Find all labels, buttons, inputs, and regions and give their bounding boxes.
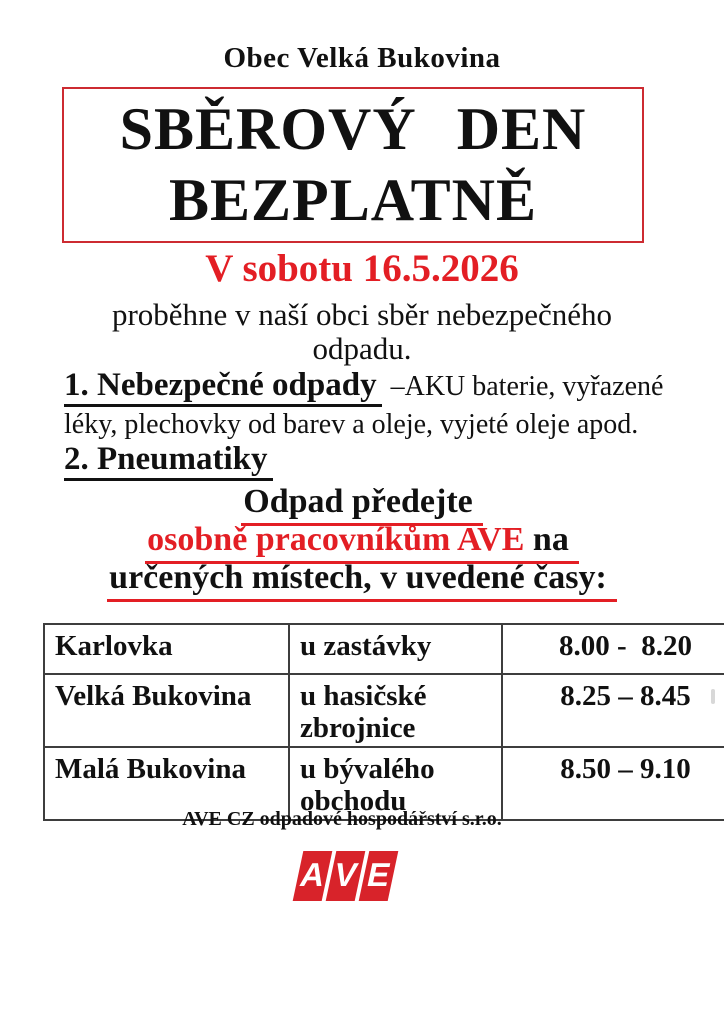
table-row bbox=[44, 674, 724, 747]
handover-line-2-red: osobně pracovníkům AVE bbox=[147, 521, 525, 558]
company-name: AVE CZ odpadové hospodářství s.r.o. bbox=[182, 808, 502, 830]
ave-logo-tile-v: V bbox=[326, 851, 366, 901]
intro-line-1: proběhne v naší obci sběr nebezpečného bbox=[111, 297, 613, 332]
waste-item-1-desc-cont: léky, plechovky od barev a oleje, vyjeté oleje apod. bbox=[64, 409, 639, 440]
schedule-table bbox=[43, 623, 724, 821]
title-box bbox=[62, 87, 644, 243]
title-line-2: BEZPLATNĚ bbox=[169, 167, 537, 233]
handover-line-2-black: na bbox=[524, 521, 569, 558]
waste-item-1 bbox=[64, 367, 663, 404]
title-line-1: SBĚROVÝ DEN bbox=[119, 96, 587, 162]
waste-item-1-desc: –AKU baterie, vyřazené bbox=[390, 371, 664, 402]
cell-location: u hasičské zbrojnice bbox=[289, 674, 502, 747]
cell-time: 8.00 - 8.20 bbox=[502, 624, 724, 674]
ave-logo-tile-a: A bbox=[293, 851, 333, 901]
waste-item-2-label: 2. Pneumatiky bbox=[64, 441, 273, 481]
ave-logo bbox=[298, 851, 408, 901]
handover-line-3 bbox=[0, 559, 724, 602]
waste-item-1-label: 1. Nebezpečné odpady bbox=[64, 367, 382, 407]
handover-line-2 bbox=[0, 521, 724, 564]
handover-line-1 bbox=[0, 483, 724, 526]
cell-place: Karlovka bbox=[44, 624, 289, 674]
cell-time: 8.50 – 9.10 bbox=[502, 747, 724, 820]
waste-item-1-continuation bbox=[64, 409, 638, 441]
intro-line-2: odpadu. bbox=[312, 331, 412, 366]
ave-logo-tile-e: E bbox=[359, 851, 399, 901]
waste-item-2 bbox=[64, 441, 273, 478]
scan-edge-artifact bbox=[711, 689, 715, 704]
cell-time: 8.25 – 8.45 bbox=[502, 674, 724, 747]
handover-line-1-text: Odpad předejte bbox=[241, 483, 483, 526]
cell-place: Velká Bukovina bbox=[44, 674, 289, 747]
table-row bbox=[44, 624, 724, 674]
handover-line-3-text: určených místech, v uvedené časy: bbox=[107, 559, 617, 602]
cell-location: u zastávky bbox=[289, 624, 502, 674]
municipality-title: Obec Velká Bukovina bbox=[223, 42, 501, 74]
cell-place: Malá Bukovina bbox=[44, 747, 289, 820]
cell-location: u bývalého obchodu bbox=[289, 747, 502, 820]
event-date: V sobotu 16.5.2026 bbox=[205, 247, 519, 290]
